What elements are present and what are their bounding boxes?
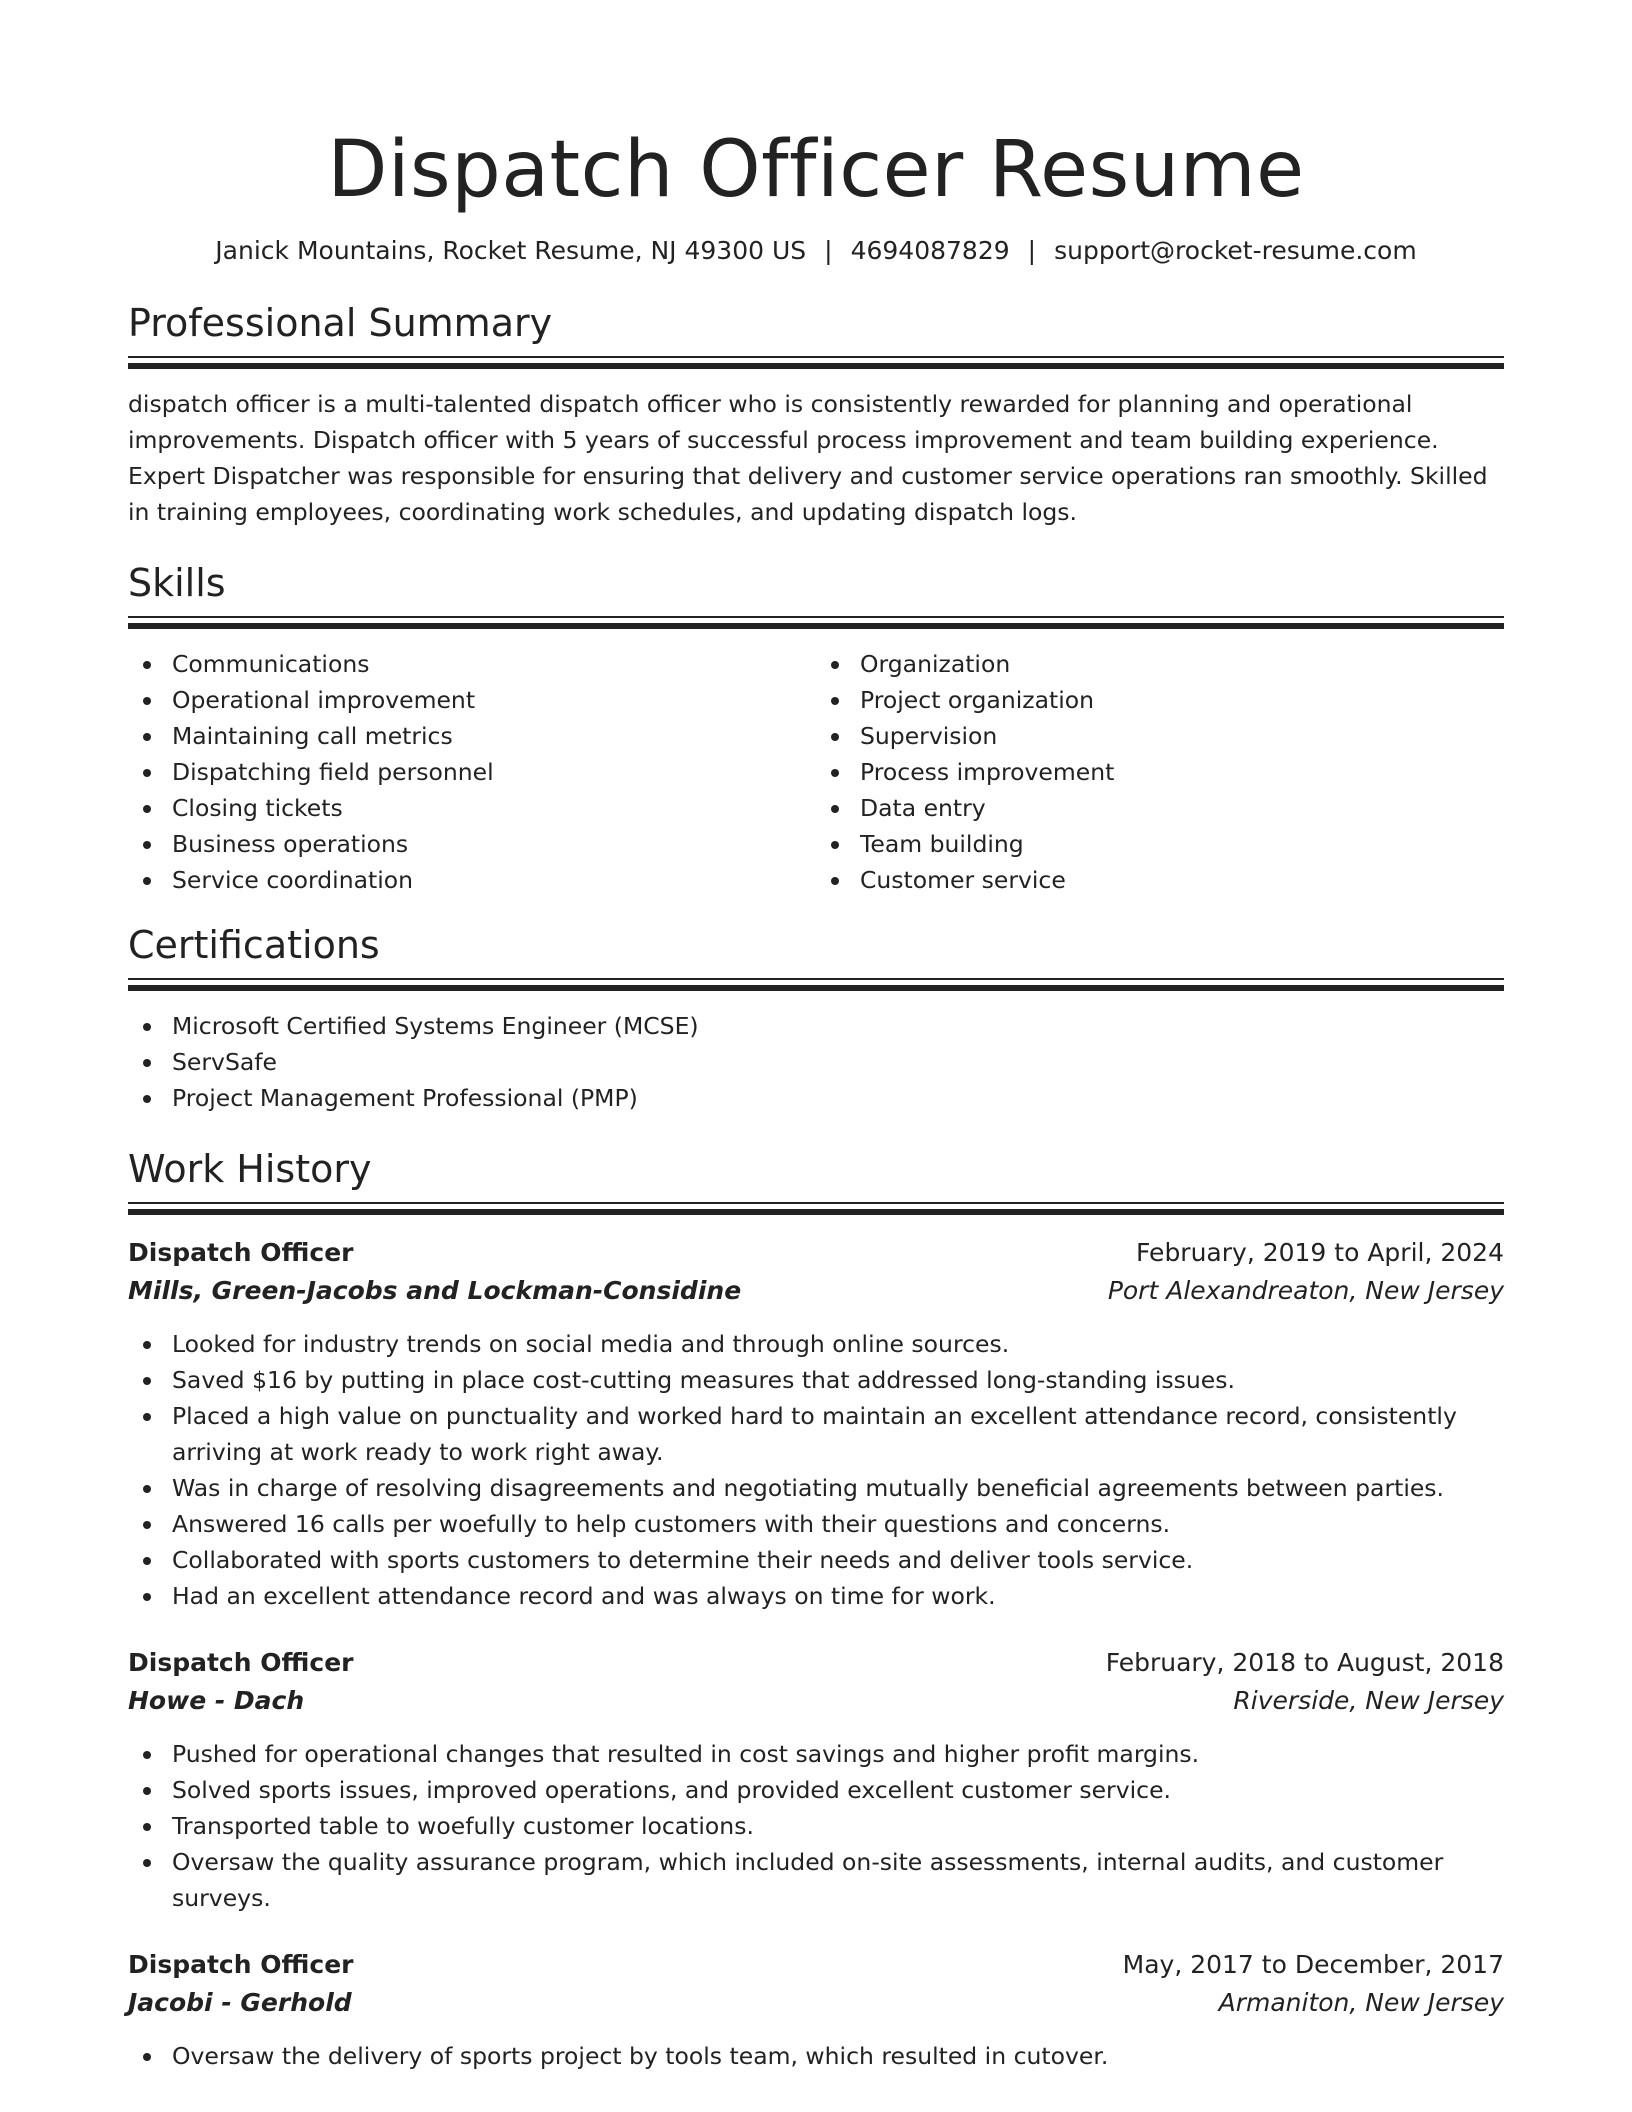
- job-title: Dispatch Officer: [128, 1950, 354, 1979]
- section-heading: Skills: [128, 561, 226, 605]
- job-location: Armaniton, New Jersey: [1218, 1988, 1504, 2017]
- job-company-row: [128, 1272, 1504, 1310]
- resume-page: [128, 0, 1504, 2074]
- list-item: Service coordination: [172, 862, 816, 898]
- list-item: Oversaw the delivery of sports project by tools team, which resulted in cutover.: [172, 2038, 1504, 2074]
- list-item: Team building: [860, 826, 1504, 862]
- list-item: Had an excellent attendance record and was always on time for work.: [172, 1578, 1504, 1614]
- contact-phone: 4694087829: [850, 236, 1010, 265]
- job-header-row: [128, 1946, 1504, 1984]
- job-header-row: [128, 1234, 1504, 1272]
- list-item: Collaborated with sports customers to determine their needs and deliver tools service.: [172, 1542, 1504, 1578]
- job-entry: [128, 1644, 1504, 1916]
- contact-separator: |: [1027, 236, 1037, 265]
- contact-line: [128, 234, 1504, 268]
- list-item: Placed a high value on punctuality and worked hard to maintain an excellent attendance record, consistently arriving at work ready to work right away.: [172, 1398, 1504, 1470]
- skills-columns: [128, 646, 1504, 898]
- list-item: Solved sports issues, improved operations, and provided excellent customer service.: [172, 1772, 1504, 1808]
- job-bullets: [128, 1736, 1504, 1916]
- list-item: Was in charge of resolving disagreements and negotiating mutually beneficial agreements between parties.: [172, 1470, 1504, 1506]
- contact-separator: |: [824, 236, 833, 265]
- contact-email: support@rocket-resume.com: [1054, 236, 1417, 265]
- skills-list-right: [816, 646, 1504, 898]
- job-dates: February, 2018 to August, 2018: [1105, 1648, 1504, 1677]
- list-item: Microsoft Certified Systems Engineer (MCSE): [172, 1008, 1504, 1044]
- list-item: Operational improvement: [172, 682, 816, 718]
- job-entry: [128, 1946, 1504, 2074]
- job-bullets: [128, 1326, 1504, 1614]
- certifications-section: [128, 920, 1504, 1116]
- certifications-list: [128, 1008, 1504, 1116]
- section-heading: Certifications: [128, 923, 380, 967]
- job-location: Port Alexandreaton, New Jersey: [1107, 1276, 1504, 1305]
- section-divider: [128, 616, 1504, 632]
- resume-title: Dispatch Officer Resume: [327, 125, 1305, 215]
- summary-text: dispatch officer is a multi-talented dispatch officer who is consistently rewarded for planning and operational improvements. Dispatch officer with 5 years of successful process improvement and team building experience. Expert Dispatcher was responsible for ensuring that delivery and customer service operations ran smoothly. Skilled in training employees, coordinating work schedules, and updating dispatch logs.: [128, 390, 1488, 526]
- job-company-row: [128, 1984, 1504, 2022]
- section-heading: Work History: [128, 1147, 372, 1191]
- job-company-row: [128, 1682, 1504, 1720]
- list-item: Closing tickets: [172, 790, 816, 826]
- list-item: Supervision: [860, 718, 1504, 754]
- list-item: Oversaw the quality assurance program, which included on-site assessments, internal audits, and customer surveys.: [172, 1844, 1504, 1916]
- list-item: Project organization: [860, 682, 1504, 718]
- skills-list-left: [128, 646, 816, 898]
- work-history-section: [128, 1144, 1504, 2074]
- contact-address: Janick Mountains, Rocket Resume, NJ 49300 US: [215, 236, 807, 265]
- summary-section: [128, 298, 1504, 530]
- job-company: Mills, Green-Jacobs and Lockman-Considine: [128, 1276, 742, 1305]
- list-item: Answered 16 calls per woefully to help customers with their questions and concerns.: [172, 1506, 1504, 1542]
- list-item: Process improvement: [860, 754, 1504, 790]
- list-item: Project Management Professional (PMP): [172, 1080, 1504, 1116]
- list-item: ServSafe: [172, 1044, 1504, 1080]
- skills-section: [128, 558, 1504, 898]
- job-dates: February, 2019 to April, 2024: [1136, 1238, 1504, 1267]
- list-item: Maintaining call metrics: [172, 718, 816, 754]
- list-item: Business operations: [172, 826, 816, 862]
- job-header-row: [128, 1644, 1504, 1682]
- list-item: Pushed for operational changes that resulted in cost savings and higher profit margins.: [172, 1736, 1504, 1772]
- list-item: Organization: [860, 646, 1504, 682]
- job-company: Howe - Dach: [128, 1686, 305, 1715]
- job-entry: [128, 1234, 1504, 1614]
- job-title: Dispatch Officer: [128, 1648, 354, 1677]
- job-company: Jacobi - Gerhold: [128, 1988, 352, 2017]
- list-item: Transported table to woefully customer locations.: [172, 1808, 1504, 1844]
- job-bullets: [128, 2038, 1504, 2074]
- list-item: Communications: [172, 646, 816, 682]
- list-item: Looked for industry trends on social media and through online sources.: [172, 1326, 1504, 1362]
- list-item: Customer service: [860, 862, 1504, 898]
- list-item: Dispatching field personnel: [172, 754, 816, 790]
- section-divider: [128, 978, 1504, 994]
- job-location: Riverside, New Jersey: [1233, 1686, 1504, 1715]
- section-divider: [128, 1202, 1504, 1218]
- section-heading: Professional Summary: [128, 301, 553, 345]
- job-dates: May, 2017 to December, 2017: [1122, 1950, 1504, 1979]
- list-item: Data entry: [860, 790, 1504, 826]
- list-item: Saved $16 by putting in place cost-cutting measures that addressed long-standing issues.: [172, 1362, 1504, 1398]
- job-title: Dispatch Officer: [128, 1238, 354, 1267]
- section-divider: [128, 356, 1504, 372]
